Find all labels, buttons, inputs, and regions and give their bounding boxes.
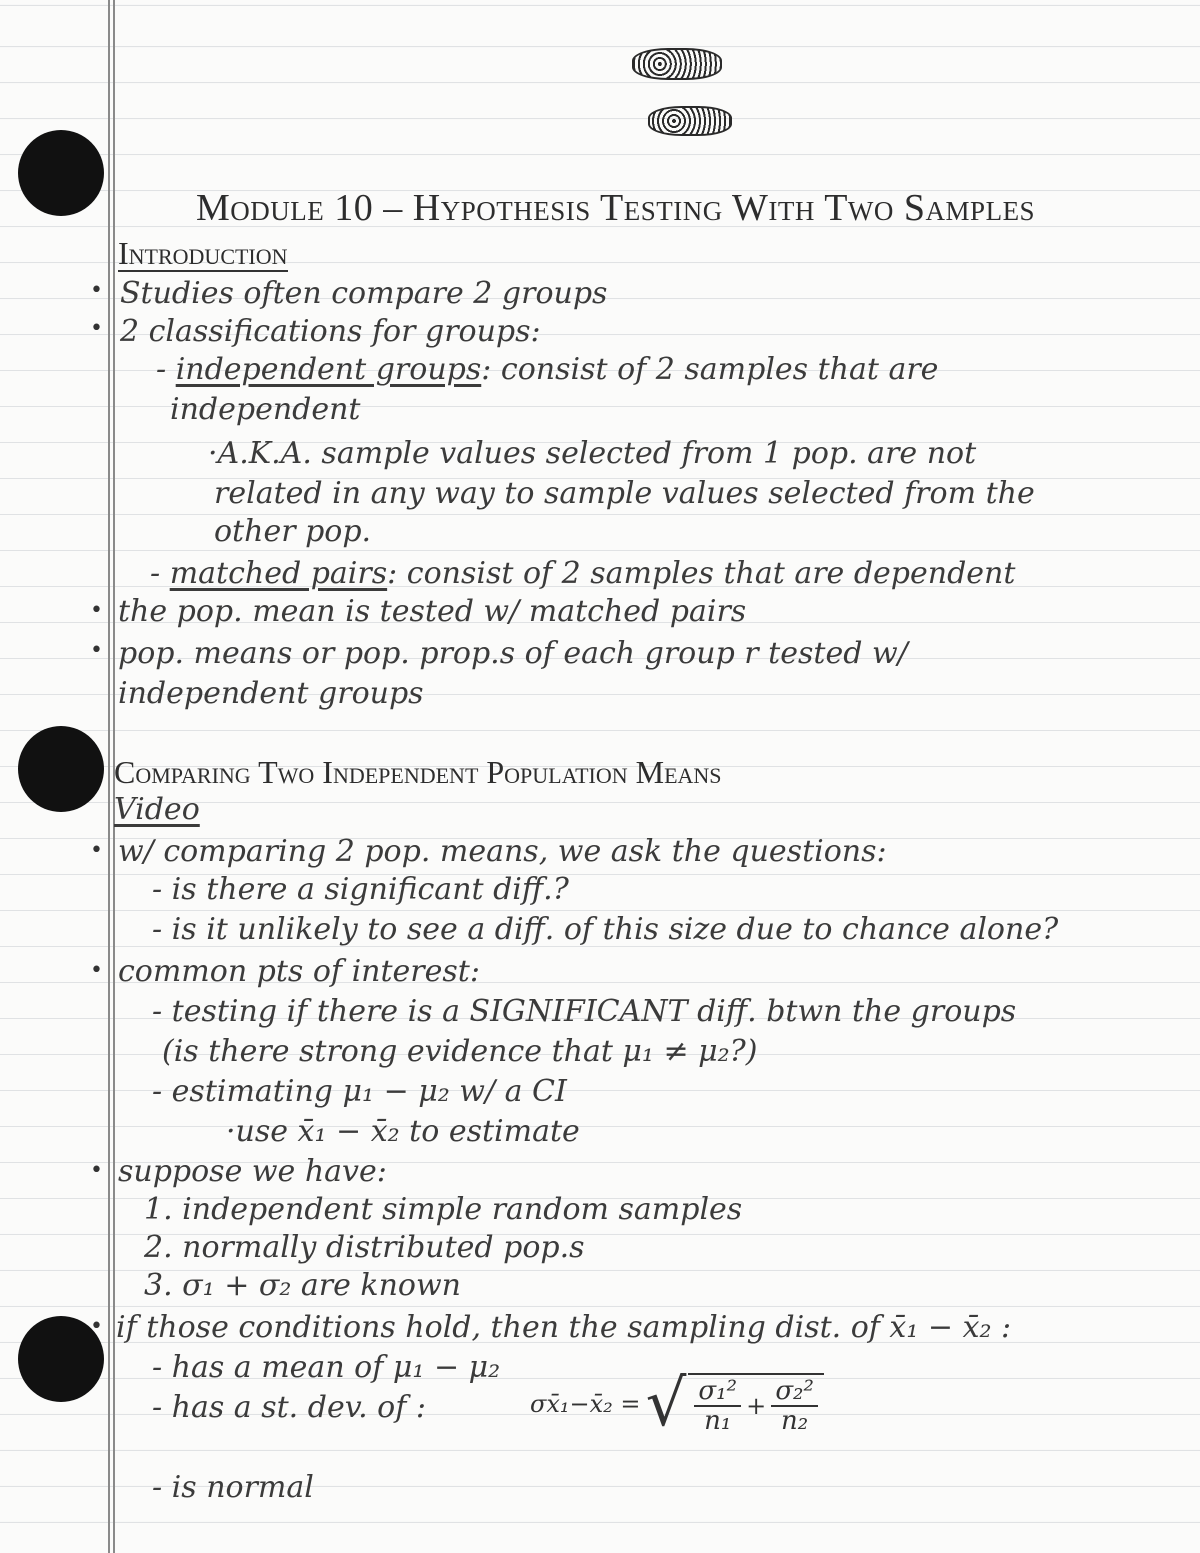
fraction-numerator: σ₂² bbox=[771, 1377, 818, 1407]
fraction-denominator: n₁ bbox=[704, 1406, 732, 1436]
note-line: 3. σ₁ + σ₂ are known bbox=[144, 1268, 461, 1303]
bullet: • bbox=[90, 1314, 103, 1339]
note-line: ·use x̄₁ − x̄₂ to estimate bbox=[226, 1114, 580, 1149]
scribbled-out-text bbox=[648, 106, 732, 136]
note-line: - has a st. dev. of : bbox=[152, 1390, 426, 1425]
fraction-numerator: σ₁² bbox=[694, 1377, 741, 1407]
note-line: - testing if there is a SIGNIFICANT diff. btwn the groups bbox=[152, 994, 1017, 1029]
fraction-denominator: n₂ bbox=[781, 1406, 809, 1436]
fraction-1 bbox=[694, 1377, 741, 1435]
term-independent-groups: independent groups bbox=[175, 352, 482, 387]
section-heading-comparing-means: Comparing Two Independent Population Means bbox=[114, 754, 722, 790]
definition-text: consist of 2 samples that are bbox=[500, 352, 939, 387]
note-line: independent groups bbox=[118, 676, 424, 711]
bullet: • bbox=[90, 598, 103, 623]
note-line: other pop. bbox=[214, 514, 372, 549]
note-line: - independent groups: consist of 2 samples that are bbox=[156, 352, 939, 387]
note-line: if those conditions hold, then the sampling dist. of x̄₁ − x̄₂ : bbox=[116, 1310, 1012, 1345]
note-line: w/ comparing 2 pop. means, we ask the questions: bbox=[118, 834, 887, 869]
bullet: • bbox=[90, 638, 103, 663]
bullet: • bbox=[90, 316, 103, 341]
radicand bbox=[688, 1373, 823, 1435]
binder-hole-top bbox=[18, 130, 104, 216]
note-line: - estimating μ₁ − μ₂ w/ a CI bbox=[152, 1074, 567, 1109]
fraction-2 bbox=[771, 1377, 818, 1435]
section-heading-introduction: Introduction bbox=[118, 235, 288, 271]
note-line: ·A.K.A. sample values selected from 1 pop. are not bbox=[208, 436, 977, 471]
note-line: suppose we have: bbox=[118, 1154, 387, 1189]
note-line: related in any way to sample values selected from the bbox=[214, 476, 1035, 511]
note-line: 1. independent simple random samples bbox=[144, 1192, 743, 1227]
page-title: Module 10 – Hypothesis Testing With Two Samples bbox=[196, 187, 1036, 229]
margin-line bbox=[108, 0, 110, 1553]
bullet: • bbox=[90, 838, 103, 863]
note-line: - is it unlikely to see a diff. of this size due to chance alone? bbox=[152, 912, 1059, 947]
note-line: pop. means or pop. prop.s of each group r tested w/ bbox=[118, 636, 908, 671]
bullet: • bbox=[90, 958, 103, 983]
standard-deviation-formula bbox=[530, 1367, 824, 1441]
term-matched-pairs: matched pairs bbox=[169, 556, 388, 591]
note-line: independent bbox=[170, 392, 361, 427]
note-line: - has a mean of μ₁ − μ₂ bbox=[152, 1350, 501, 1385]
formula-lhs: σx̄₁−x̄₂ = bbox=[530, 1390, 641, 1418]
note-line: - is there a significant diff.? bbox=[152, 872, 569, 907]
scribbled-out-text bbox=[632, 48, 722, 80]
note-line: common pts of interest: bbox=[118, 954, 480, 989]
bullet: • bbox=[90, 278, 103, 303]
binder-hole-middle bbox=[18, 726, 104, 812]
note-line: the pop. mean is tested w/ matched pairs bbox=[118, 594, 747, 629]
definition-text: consist of 2 samples that are dependent bbox=[406, 556, 1016, 591]
subheading-video: Video bbox=[114, 792, 200, 827]
note-line: - is normal bbox=[152, 1470, 314, 1505]
bullet: • bbox=[90, 1158, 103, 1183]
note-line: 2. normally distributed pop.s bbox=[144, 1230, 585, 1265]
plus-sign: + bbox=[746, 1392, 767, 1420]
note-line: 2 classifications for groups: bbox=[120, 314, 541, 349]
note-line: Studies often compare 2 groups bbox=[120, 276, 608, 311]
note-line: - matched pairs: consist of 2 samples that are dependent bbox=[150, 556, 1016, 591]
square-root-icon: √ bbox=[645, 1367, 687, 1441]
note-line: (is there strong evidence that μ₁ ≠ μ₂?) bbox=[162, 1034, 758, 1069]
